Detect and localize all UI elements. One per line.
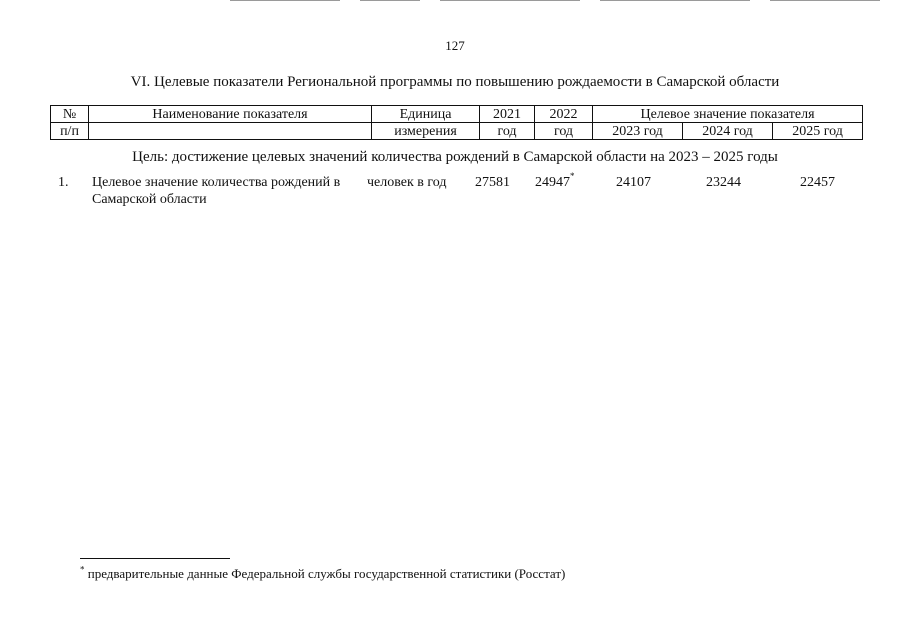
row-indicator-name: Целевое значение количества рождений в Самарской области: [92, 175, 341, 207]
scan-edge-line: [440, 0, 580, 1]
row-value-2024: 23244: [706, 175, 741, 190]
footnote-mark: *: [80, 564, 85, 575]
footnote-text: предварительные данные Федеральной службы государственной статистики (Росстат): [84, 566, 566, 581]
page-number: 127: [445, 38, 465, 53]
row-value-2021: 27581: [475, 175, 510, 190]
header-num: №: [51, 106, 89, 123]
header-2022-sub: год: [535, 123, 593, 140]
row-unit: человек в год: [367, 175, 447, 190]
header-2024: 2024 год: [683, 123, 773, 140]
section-title: VI. Целевые показатели Региональной программы по повышению рождаемости в Самарской области: [130, 74, 780, 90]
row-value-2025: 22457: [800, 175, 835, 190]
row-number: 1.: [58, 175, 69, 190]
scan-edge-line: [230, 0, 340, 1]
header-name: Наименование показателя: [89, 106, 372, 123]
header-2021-sub: год: [480, 123, 535, 140]
header-unit: Единица: [372, 106, 480, 123]
header-2025: 2025 год: [773, 123, 863, 140]
header-target-group: Целевое значение показателя: [593, 106, 863, 123]
header-unit-sub: измерения: [372, 123, 480, 140]
header-name-sub: [89, 123, 372, 140]
header-2023: 2023 год: [593, 123, 683, 140]
indicators-table-header: [50, 105, 863, 140]
header-2021: 2021: [480, 106, 535, 123]
header-2022: 2022: [535, 106, 593, 123]
scan-edge-line: [600, 0, 750, 1]
row-value-2023: 24107: [616, 175, 651, 190]
footnote-separator: [80, 558, 230, 559]
row-value-2022: 24947: [535, 175, 570, 190]
goal-text: Цель: достижение целевых значений количества рождений в Самарской области на 2023 – 2025 годы: [132, 149, 778, 165]
row-value-2022-wrap: [535, 171, 575, 191]
scan-edge-line: [360, 0, 420, 1]
footnote-mark: *: [570, 171, 575, 182]
scan-edge-line: [770, 0, 880, 1]
footnote: [80, 566, 565, 582]
header-num-sub: п/п: [51, 123, 89, 140]
